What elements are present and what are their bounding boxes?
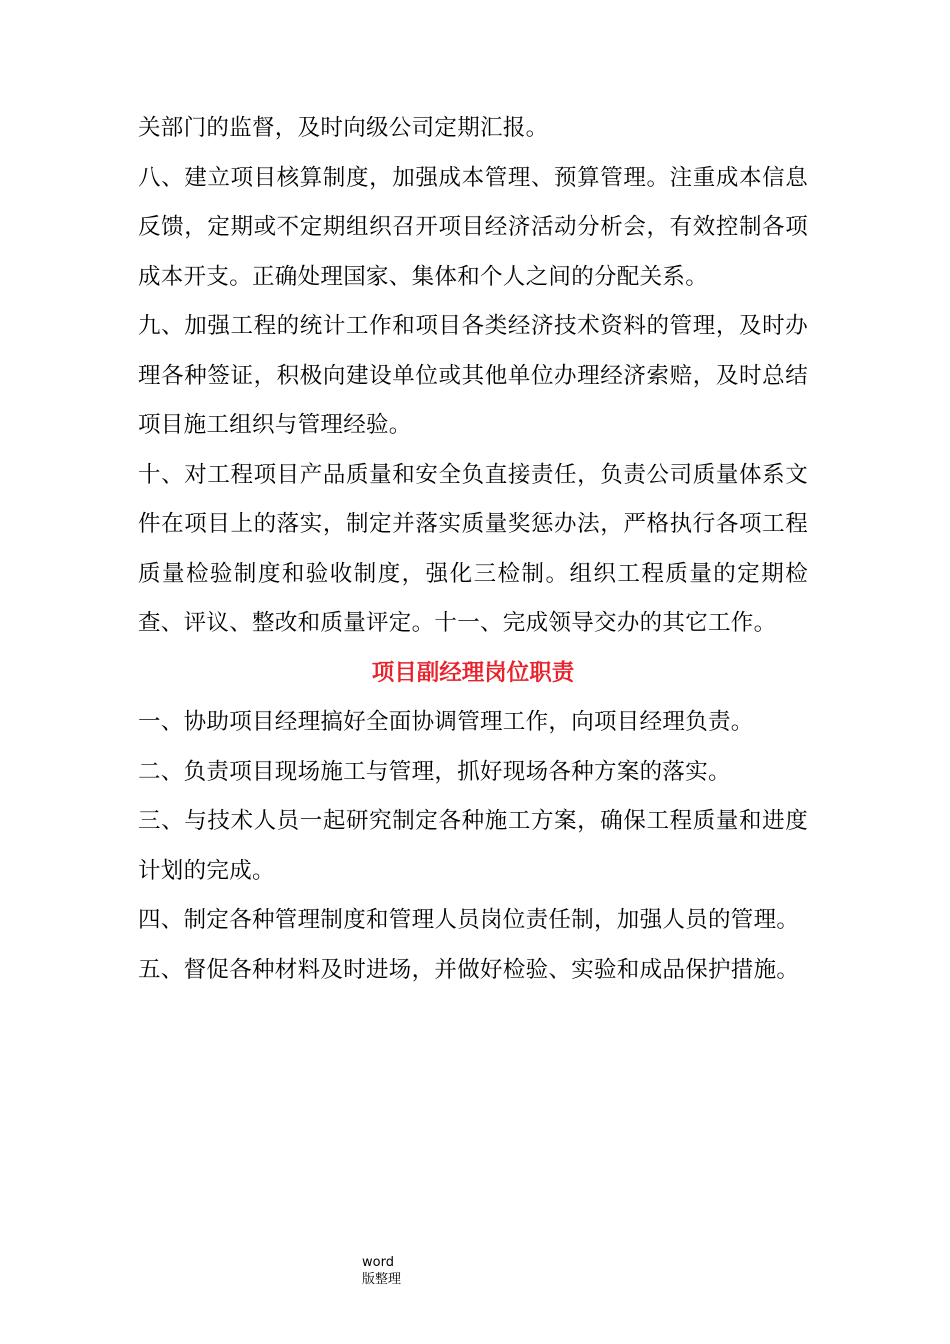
- paragraph-item-8: 八、建立项目核算制度，加强成本管理、预算管理。注重成本信息反馈，定期或不定期组织召开项目经济活动分析会，有效控制各项成本开支。正确处理国家、集体和个人之间的分配关系。: [138, 164, 808, 290]
- duty-item-2: 二、负责项目现场施工与管理，抓好现场各种方案的落实。: [138, 758, 731, 785]
- section-heading: 项目副经理岗位职责: [371, 659, 575, 686]
- paragraph-item-10: 十、对工程项目产品质量和安全负直接责任，负责公司质量体系文件在项目上的落实，制定并落实质量奖惩办法，严格执行各项工程质量检验制度和验收制度，强化三检制。组织工程质量的定期检查、评议、整改和质量评定。十一、完成领导交办的其它工作。: [138, 461, 808, 636]
- page-footer: [362, 1254, 422, 1288]
- duty-item-5: 五、督促各种材料及时进场，并做好检验、实验和成品保护措施。: [138, 956, 800, 983]
- document-body: [138, 104, 808, 995]
- footer-line-1: word: [362, 1255, 394, 1270]
- duty-item-4: 四、制定各种管理制度和管理人员岗位责任制，加强人员的管理。: [138, 907, 800, 933]
- paragraph-continuation: 关部门的监督，及时向级公司定期汇报。: [138, 115, 549, 141]
- duty-item-3: 三、与技术人员一起研究制定各种施工方案，确保工程质量和进度计划的完成。: [138, 808, 808, 884]
- paragraph-item-9: 九、加强工程的统计工作和项目各类经济技术资料的管理，及时办理各种签证，积极向建设单位或其他单位办理经济索赔，及时总结项目施工组织与管理经验。: [138, 313, 808, 438]
- footer-line-2: 版整理: [362, 1272, 402, 1287]
- duty-item-1: 一、协助项目经理搞好全面协调管理工作，向项目经理负责。: [138, 709, 754, 735]
